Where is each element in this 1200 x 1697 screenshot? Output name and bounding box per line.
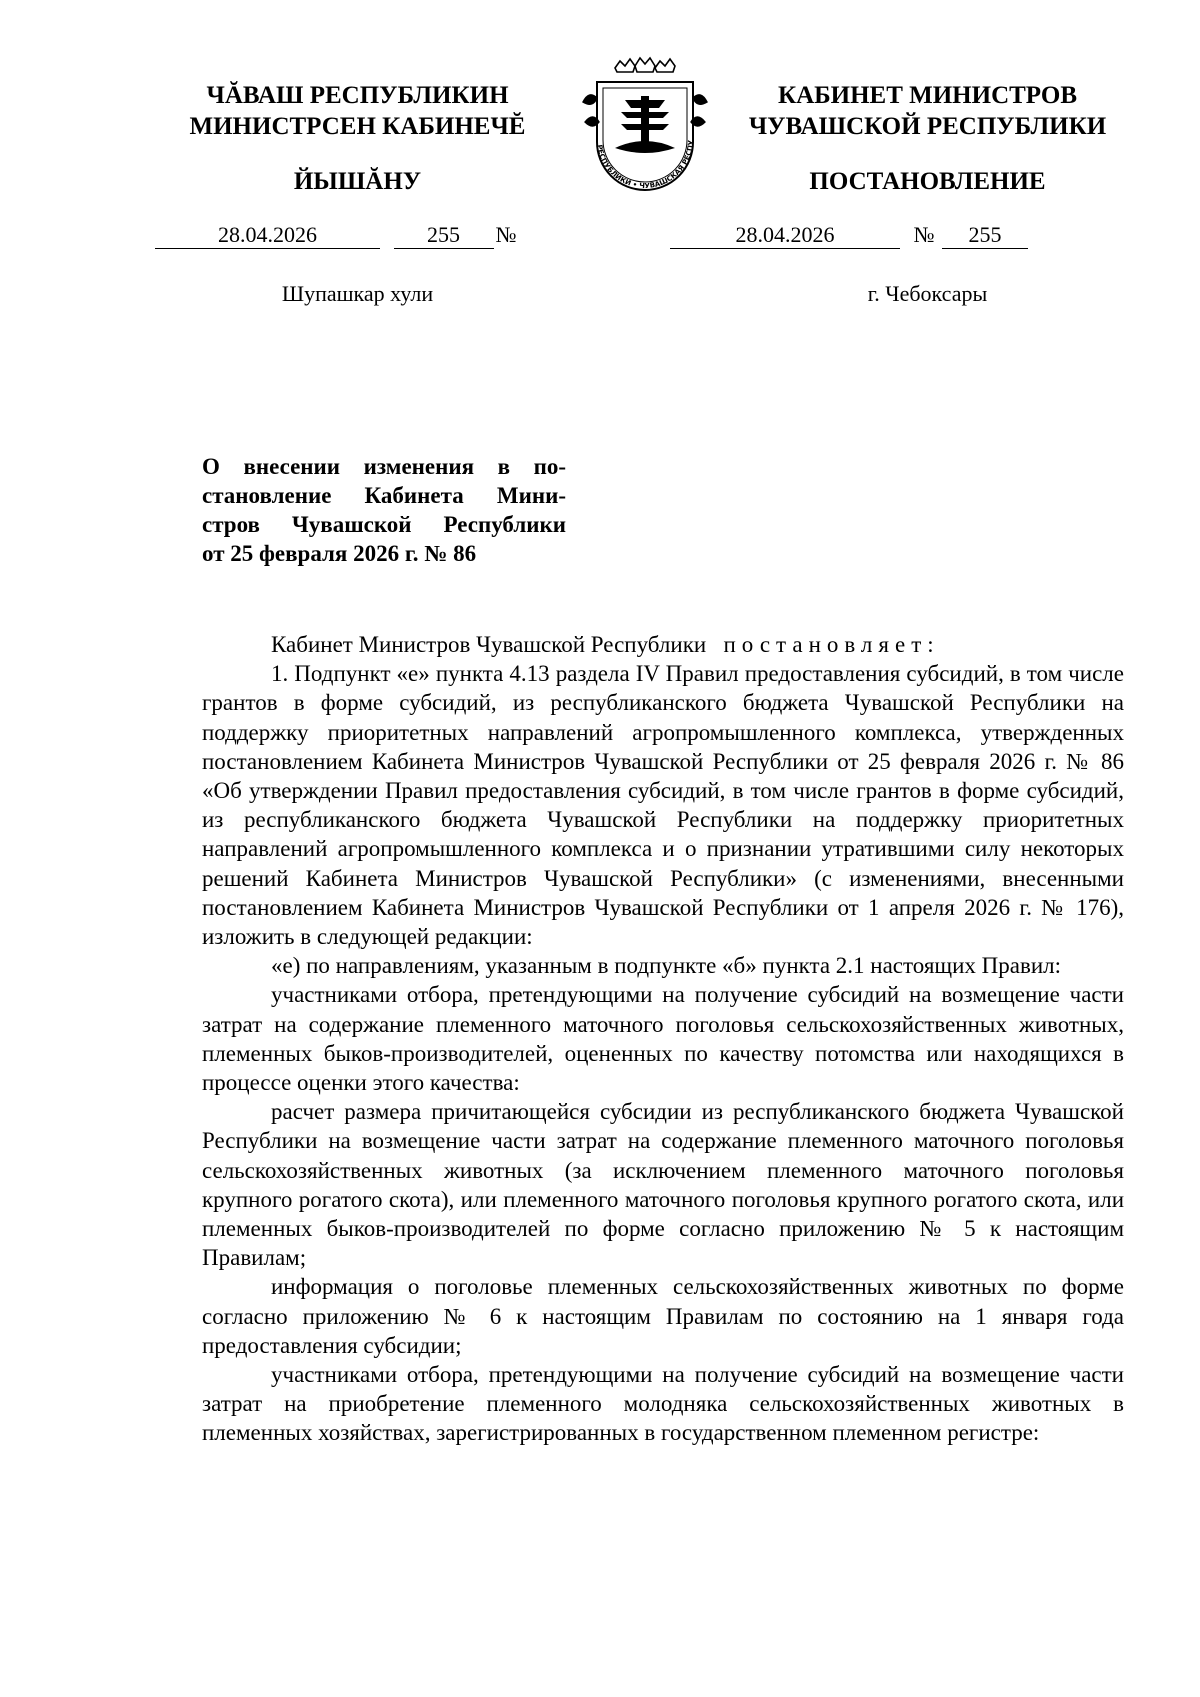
org-name-russian-line2: ЧУВАШСКОЙ РЕСПУБЛИКИ [748,113,1107,140]
doc-number-line-chuvash [155,222,525,249]
body-paragraph: расчет размера причитающейся субсидии из республиканского бюджета Чувашской Республики на возмещение части затрат на содержание племенного маточного поголовья сельскохозяйственных животных (за исключением племенного маточного поголовья крупного рогатого скота), или племенного маточного поголовья крупного рогатого скота, или племенных быков-производителей по форме согласно приложению № 5 к настоящим Правилам; [202,1099,1124,1271]
body-paragraph: участниками отбора, претендующими на получение субсидий на возмещение части затрат на содержание племенного маточного поголовья сельскохозяйственных животных, племенных быков-производителей, оцененных по качеству потомства или находящихся в процессе оценки этого качества: [202,982,1124,1096]
org-name-chuvash [160,80,555,142]
doc-type-russian: ПОСТАНОВЛЕНИЕ [809,168,1046,195]
body-paragraph: участниками отбора, претендующими на получение субсидий на возмещение части затрат на приобретение племенного молодняка сельскохозяйственных животных в племенных хозяйствах, зарегистрированных в государственном племенном регистре: [202,1362,1124,1446]
intro-paragraph [202,630,1124,659]
coat-of-arms-icon [575,52,715,202]
emblem-text: РЕСПУБЛИКИ • ЧУВАШСКАЯ РЕСПУ [595,139,696,191]
body-paragraph: «е) по направлениям, указанным в подпункте «б» пункта 2.1 настоящих Правил: [271,953,1062,979]
document-title [202,452,566,568]
org-name-chuvash-line2: МИНИСТРСЕН КАБИНЕЧĔ [189,113,526,140]
body-paragraph: информация о поголовье племенных сельскохозяйственных животных по форме согласно приложению № 6 к настоящим Правилам по состоянию на 1 января года предоставления субсидии; [202,1274,1124,1358]
title-line: стров Чувашской Республики [202,512,566,537]
body-paragraph: 1. Подпункт «е» пункта 4.13 раздела IV Правил предоставления субсидий, в том числе грантов в форме субсидий, из республиканского бюджета Чувашской Республики на поддержку приоритетных направлений агропромышленного комплекса, утвержденных постановлением Кабинета Министров Чувашской Республики от 25 февраля 2026 г. № 86 «Об утверждении Правил предоставления субсидий, в том числе грантов в форме субсидий, из республиканского бюджета Чувашской Республики на поддержку приоритетных направлений агропромышленного комплекса и о признании утратившими силу некоторых решений Кабинета Министров Чувашской Республики» (с изменениями, внесенными постановлением Кабинета Министров Чувашской Республики от 1 апреля 2026 г. № 176), изложить в следующей редакции: [202,661,1124,950]
title-line: от 25 февраля 2026 г. № 86 [202,541,477,566]
doc-date-chuvash: 28.04.2026 [155,222,380,249]
intro-text: Кабинет Министров Чувашской Республики [271,632,707,657]
title-line: становление Кабинета Мини- [202,483,566,508]
city-russian: г. Чебоксары [867,281,988,306]
intro-spaced-verb: постановляет: [723,632,940,657]
doc-number-russian: 255 [942,222,1028,249]
document-body [202,630,1124,1448]
doc-number-line-russian [670,222,1040,249]
title-line: О внесении изменения в по- [202,454,566,479]
number-sign-chuvash: № [495,222,517,247]
doc-type-chuvash: ЙЫШĂНУ [293,168,422,195]
org-name-russian [730,80,1125,142]
doc-number-chuvash: 255 [394,222,494,249]
number-sign-russian: № [913,222,935,247]
city-chuvash: Шупашкар хули [281,281,434,306]
org-name-russian-line1: КАБИНЕТ МИНИСТРОВ [777,82,1078,109]
doc-date-russian: 28.04.2026 [670,222,900,249]
org-name-chuvash-line1: ЧĂВАШ РЕСПУБЛИКИН [206,82,509,109]
